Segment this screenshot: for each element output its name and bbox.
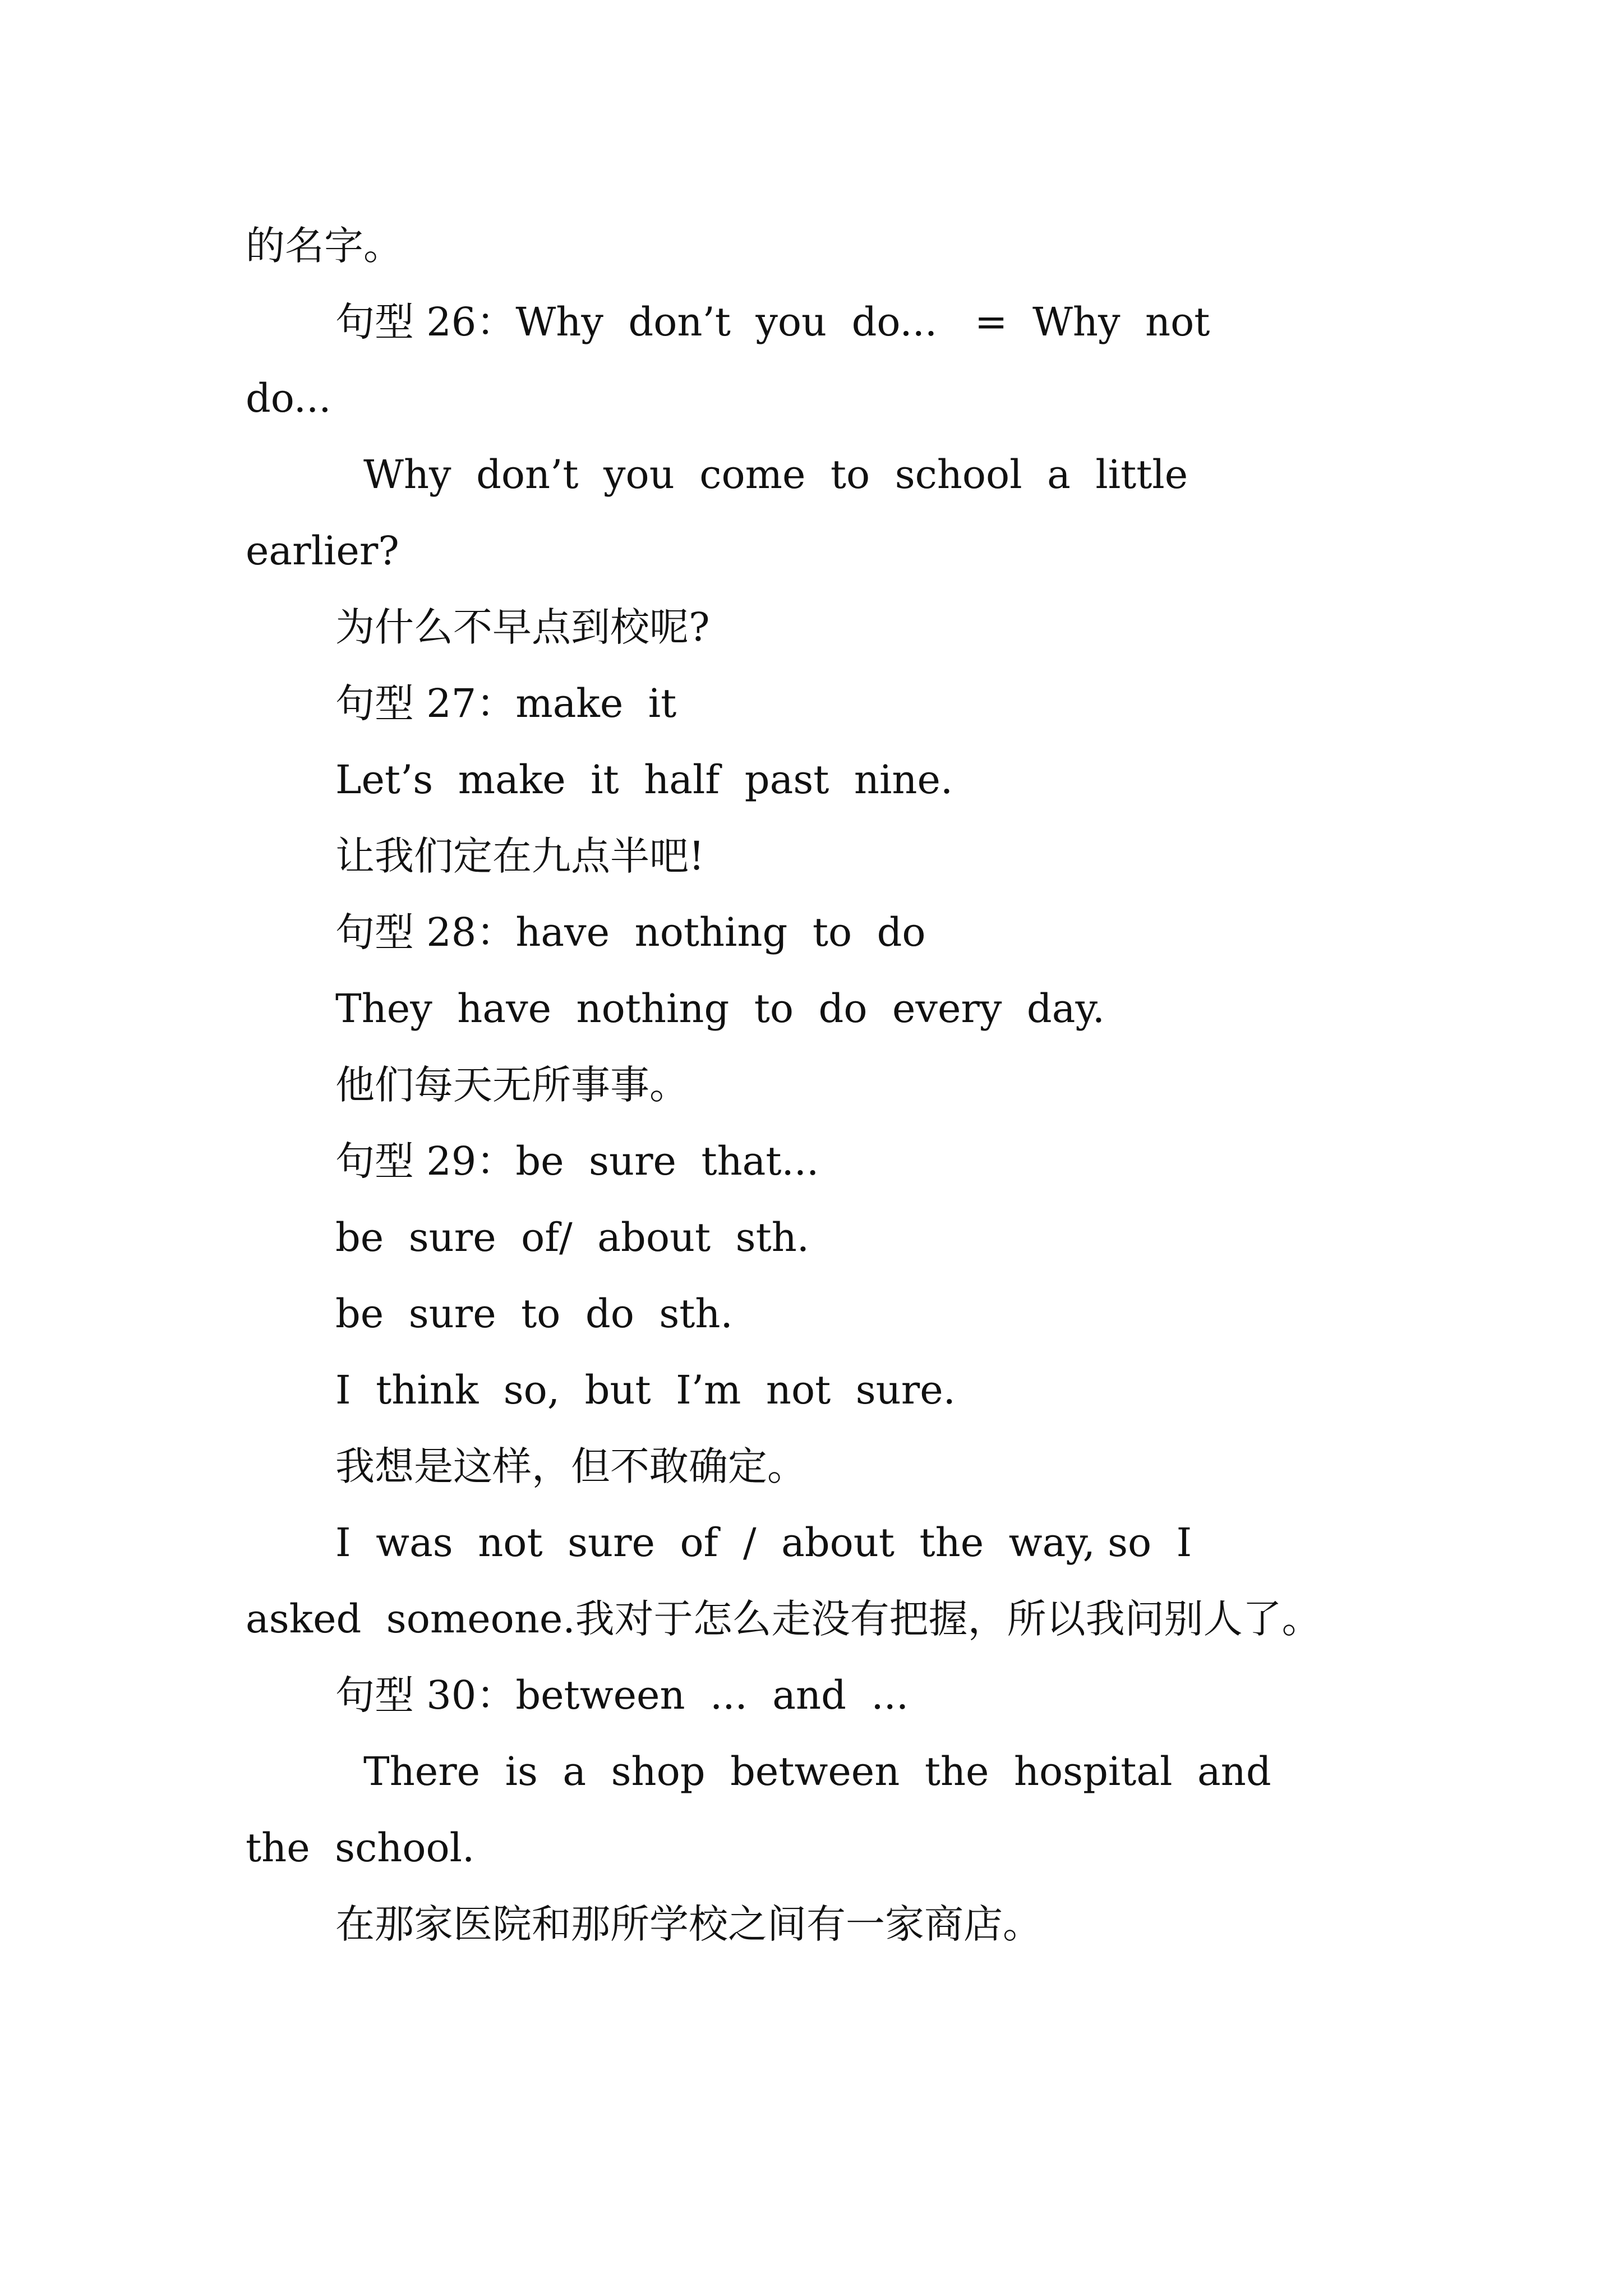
- sentence-pattern-heading-26: 句型 26：Why don’t you do... = Why not: [335, 299, 1210, 345]
- text-line: earlier?: [246, 528, 399, 574]
- sentence-pattern-heading-27: 句型 27：make it: [335, 680, 677, 726]
- translation-line: 他们每天无所事事。: [335, 1062, 689, 1108]
- example-sentence: They have nothing to do every day.: [335, 986, 1105, 1032]
- sentence-pattern-heading-28: 句型 28：have nothing to do: [335, 909, 926, 955]
- pattern-variant: be sure of/ about sth.: [335, 1214, 810, 1260]
- text-line: do...: [246, 375, 331, 421]
- sentence-pattern-heading-29: 句型 29：be sure that...: [335, 1138, 819, 1184]
- sentence-pattern-heading-30: 句型 30：between ... and ...: [335, 1672, 909, 1718]
- example-sentence: I was not sure of / about the way, so I: [335, 1520, 1192, 1566]
- example-sentence: There is a shop between the hospital and: [363, 1749, 1271, 1795]
- example-sentence: Let’s make it half past nine.: [335, 757, 953, 803]
- translation-line: 让我们定在九点半吧!: [335, 833, 705, 879]
- translation-line: 为什么不早点到校呢?: [335, 604, 710, 650]
- example-sentence: I think so, but I’m not sure.: [335, 1367, 956, 1413]
- translation-line: 在那家医院和那所学校之间有一家商店。: [335, 1901, 1042, 1947]
- text-line: 的名字。: [246, 223, 403, 269]
- pattern-variant: be sure to do sth.: [335, 1291, 733, 1337]
- document-body: [246, 208, 1378, 1962]
- example-sentence: Why don’t you come to school a little: [363, 452, 1188, 498]
- translation-line: 我想是这样，但不敢确定。: [335, 1443, 806, 1489]
- text-line: asked someone.我对于怎么走没有把握，所以我问别人了。: [246, 1596, 1321, 1642]
- text-line: the school.: [246, 1825, 475, 1871]
